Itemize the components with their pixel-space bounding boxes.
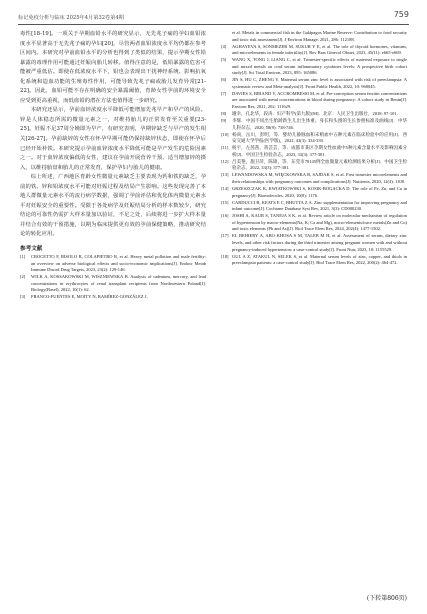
reference-number: [17]: [221, 233, 229, 239]
reference-number: [9]: [221, 118, 227, 124]
reference-number: [14]: [221, 186, 229, 192]
reference-text: JOSHI A, KAUR S, TANEJA S K, et al. Review article on molecular mechanism of regulation of hypertension by macro-elements(Na, K, Ca and Mg), micro-elements/trace metals(Zn and Cu) and toxic elements (Pb and As)[J]. Biol Trace Elem Res, 2024, 202(4): 1477-1502.: [232, 213, 407, 232]
reference-item: [221, 118, 407, 131]
reference-item: [20, 294, 206, 301]
reference-item: [221, 57, 407, 77]
reference-item: [221, 30, 407, 43]
reference-text: CARDUCCI B, KEATS E C, BHUTTA Z A. Zinc supplementation for improving pregnancy and infant outcome[J]. Cochrane Database Syst Rev, 2021, 3(3): CD000230.: [232, 199, 407, 212]
reference-text: 杨尚，岳川，彭明，等．婴幼儿静脉血和末梢血中五种元素在临床检验中的应用[J]．西安交通大学学报(医学版)，2022, 43(3): 334-339.: [232, 131, 407, 144]
continued-note: (下转第806页): [366, 595, 407, 602]
reference-number: [6]: [221, 77, 227, 83]
reference-number: [3]: [20, 294, 26, 300]
body-paragraph: 毒性[18-19]。一项关于孕期血铅水平的研究显示，无先兆子痫的孕妇血铅浓度水平显著高于无先兆子痫的孕妇[20]，尽管两者血铅浓度水平均仍都在参考区间内。本研究对孕前血铅水平的分析也得到了类似的结果，提示孕期女性铅暴露的毒理作用可能通过妊娠向胎儿转移。值得注意的是，低铅暴露的危害可能被严重低估。即使在低浓度水平下，铅也会表现出干扰神经系统、影响抗氧化系统和造血功能的生殖毒性作用，可能导致先兆子痫或胎儿发育异常[21-22]。因此，血铅可能不存在明确的安全暴露阈值，育龄女性孕前的环境安全应受到更高重视，而低血铅的潜在方法也值得进一步研究。: [20, 31, 206, 104]
reference-text: GRZESZCZAK K, KWIATKOWSKI S, KOSIK-BOGACKA D. The role of Fe, Zn, and Cu in pregnancy[J]. Biomolecules, 2020, 10(8): 1176.: [232, 186, 407, 198]
reference-item: [221, 77, 407, 90]
reference-text: 李辉．中国不同出生胎龄新生儿出生体重、身长和头围的生长参照标准及曲线[J]．中华儿科杂志，2020, 58(9): 738-746.: [232, 118, 407, 130]
reference-item: [221, 132, 407, 145]
page-number: 759: [393, 10, 409, 19]
reference-item: [221, 233, 407, 253]
journal-title: 标记免疫分析与临床 2025年4月第32卷第4期: [18, 15, 124, 21]
reference-number: [2]: [20, 274, 26, 280]
reference-number: [12]: [221, 158, 229, 164]
body-paragraph: 本研究还显示，孕前血锌浓度水平降低可能增加先兆早产和早产的风险。锌是人体稳态所需的微量元素之一，对维持胎儿的正常发育至关重要[23-25]。妊娠不足37周分娩即为早产，有研究表明，孕期锌缺乏与早产的发生相关[26-27]。孕前缺锌的女性在怀孕早期可能仍保持缺锌状态，即使在怀孕后已经开始补铁。本研究提示孕前血锌浓度水平降低可能是早产发生的危险因素之一。对于血锌浓度偏低的女性，建议在孕前开展营养干预、适当增加锌的摄入，以维持胎盘和胎儿的正常发育，保护孕妇与胎儿的健康。: [20, 107, 206, 171]
left-column: [20, 30, 206, 590]
reference-text: WANG X, TONG J, LIANG C, et al. Trimester-specific effects of maternal exposure to single and mixed metals on cord serum inflammatory cytokines levels: A prospective birth cohort study[J]. Sci Total Environ, 2023, 895: 165086.: [232, 57, 407, 76]
reference-text: GUL A Z, ATAKUL N, SELEK S, et al. Maternal serum levels of zinc, copper, and thiols in preeclampsia patients: a case-control study[J]. Biol Trace Elem Res, 2022, 200(2): 464-472.: [232, 253, 407, 266]
reference-text: WILK A, KOSSAKOWSKI M, WISZNIEWSKA B. Analysis of cadmium, mercury, and lead concentrations in erythrocytes of renal transplant recipients from Northwestern Poland[J]. Biology(Basel), 2022, 10(1): 62.: [31, 274, 206, 293]
reference-item: [221, 111, 407, 118]
reference-item: [221, 91, 407, 111]
reference-number: [15]: [221, 199, 229, 205]
reference-item: [221, 254, 407, 267]
reference-number: [18]: [221, 253, 229, 259]
reference-number: [5]: [221, 57, 227, 63]
reference-text: LEWANDOWSKA M, WIĘCKOWSKA B, SAJDAK S, et al. First trimester microelements and their relationships with pregnancy outcomes and complications[J]. Nutrients, 2020, 12(4): 1108.: [232, 172, 407, 185]
reference-list-left: [20, 254, 206, 301]
reference-item: [221, 145, 407, 158]
body-paragraph: 综上所述，广西地区育龄女性微量元素缺乏主要表现为钙和铁的缺乏，孕前的铁、锌和铅浓度水平可能对妊娠过程及结局产生影响。这些发现完善了本地人群微量元素水平的流行病学数据，强调了孕前评估和优化体内微量元素水平对妊娠安全的重要性。受限于各处病学及妊娠结局分析的样本数较少，研究结论的可靠性仍需扩大样本量加以验证，不足之处，后续将进一步扩大样本量并结合有效的干预措施，以期为临床提供更有效的孕前保健策略，推动研究结论的转化应用。: [20, 174, 206, 238]
references-heading: 参考文献: [20, 246, 43, 253]
reference-number: [13]: [221, 172, 229, 178]
reference-item: [221, 44, 407, 57]
reference-text: JIN S, HU C, ZHENG Y. Maternal serum zinc level is associated with risk of preeclampsia: A systematic review and Meta-analysis[J]. Front Public Health, 2022, 10: 968045.: [232, 77, 407, 89]
reference-list-right: [221, 30, 407, 267]
reference-number: [10]: [221, 131, 229, 137]
reference-number: [8]: [221, 111, 227, 117]
reference-number: [7]: [221, 90, 227, 96]
reference-number: [11]: [221, 145, 229, 151]
reference-text: CROCETTO F, RISOLO R, COLAPIETRO R, et al. Heavy metal pollution and male fertility: an overview on adverse biological effects and socio-economic implications[J]. Endocr Metab Immune Disord Drug Targets, 2023, 23(2): 129-146.: [31, 254, 206, 273]
reference-text: EL BEHIERY A, ABO KHOSA S M, TALEB M H, et al. Assessment of serum, dietary zinc levels, and other risk factors during the third trimester among pregnant women with and without pregnancy-induced hypertension: a case-control study[J]. Front Nutr, 2023, 10: 1155529.: [232, 233, 407, 252]
reference-item: [20, 274, 206, 294]
reference-number: [4]: [221, 43, 227, 49]
reference-text: 谢幸，孔北华，段涛．妇产科学(第九版)[M]．北京：人民卫生出版社，2018: 97-101.: [232, 111, 398, 117]
reference-text: 吕美艳，施卫萍，陈锦，等．东莞市79145例全血微量元素检测结果分析[J]．中国卫生检验杂志，2022, 33(3): 377-381.: [232, 158, 407, 171]
reference-number: [16]: [221, 213, 229, 219]
reference-text: et al. Metals in commercial fish in the Galápagos Marine Reserve: Contribution to food security and toxic risk assessment[J]. J Environ Manage, 2021, 286: 112188.: [232, 30, 407, 42]
right-column: [221, 30, 407, 590]
reference-number: [1]: [20, 254, 26, 260]
reference-item: [221, 159, 407, 172]
reference-text: 杨宇，左茜茜，蒋芸芸，等．成都市某区孕期女性血液中5种元素含量水平及影响因素分析[J]．中国卫生检验杂志，2023, 33(3): 377-381.: [232, 145, 407, 157]
reference-text: DAVIES S, BRIAND V, ACCROMBESSI M, et al. Pre-conception serum ferritin concentrations are associated with metal concentrations in blood during pregnancy: A cohort study in Benin[J]. Environ Res, 2021, 202: 111629.: [232, 90, 407, 110]
reference-item: [221, 200, 407, 213]
reference-text: AGHAYEVA S, SONMEZER M, SUKUR Y E, et al. The role of thyroid hormones, vitamins, and microelements in female infertility[J]. Rev Bras Ginecol Obstet, 2023, 45(11): e665-e669.: [232, 43, 407, 56]
reference-item: [221, 172, 407, 185]
reference-text: FRANCO-FUENTES E, MOITY N, RAMÍREZ-GONZÁLEZ J,: [31, 294, 148, 300]
running-header: [18, 10, 409, 25]
reference-item: [20, 254, 206, 274]
reference-item: [221, 186, 407, 199]
reference-item: [221, 213, 407, 233]
